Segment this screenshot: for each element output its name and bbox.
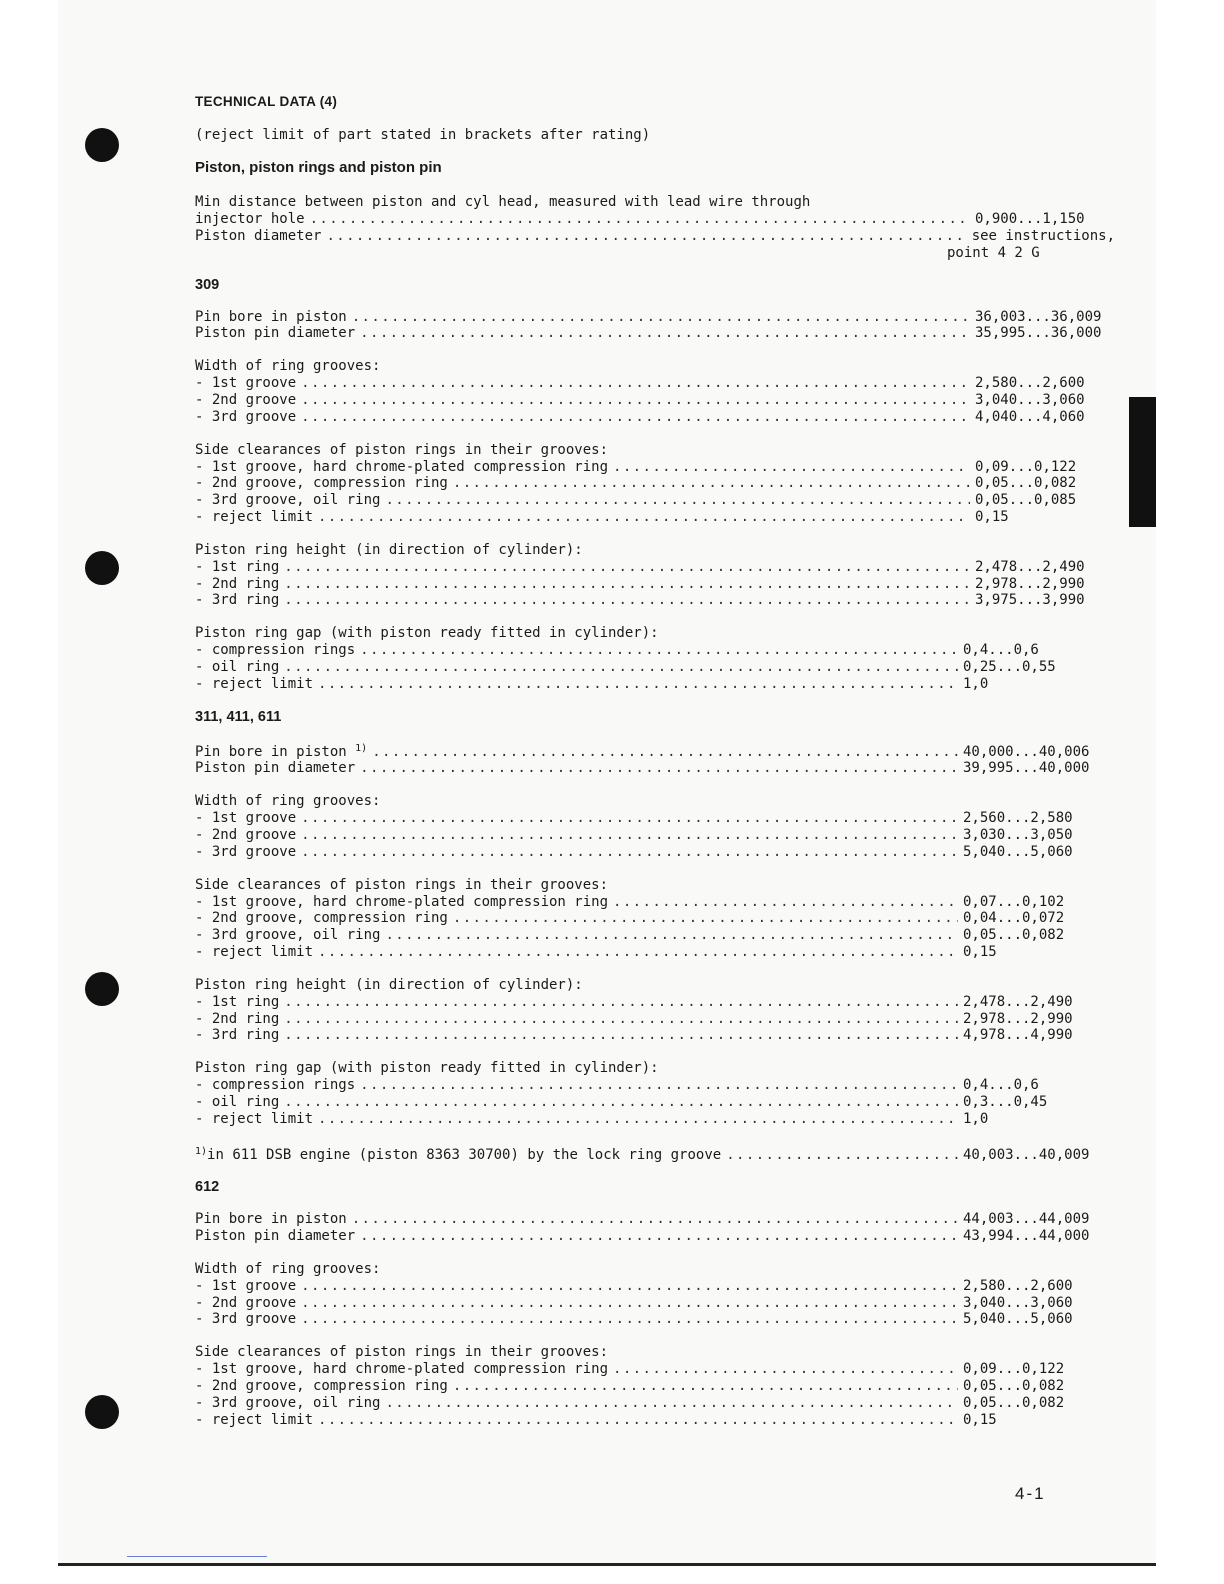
footnote-row (195, 1144, 1115, 1164)
spec-row (195, 1111, 1115, 1128)
leader-dots (385, 927, 958, 944)
leader-dots (372, 744, 958, 761)
spec-row (195, 1361, 1115, 1378)
footnote-marker: 1) (355, 742, 368, 754)
spec-label-text: Pin bore in piston (195, 743, 347, 760)
side-clearance-group (195, 877, 1115, 961)
ring-height-group (195, 542, 1115, 609)
leader-dots (301, 375, 970, 392)
spec-value: 0,25...0,55 (963, 658, 1056, 675)
leader-dots (453, 1378, 958, 1395)
spec-label: - 2nd groove, compression ring (195, 910, 448, 927)
spec-row (195, 1077, 1115, 1094)
spec-value: 36,003...36,009 (975, 308, 1102, 325)
footnote-text: in 611 DSB engine (piston 8363 30700) by the lock ring groove (207, 1146, 722, 1163)
spec-row (195, 1011, 1115, 1028)
spec-label: Pin bore in piston (195, 308, 347, 325)
spec-row (195, 827, 1115, 844)
page-number: 4-1 (1015, 1484, 1046, 1503)
spec-label: Piston pin diameter (195, 325, 356, 342)
spec-value: 4,040...4,060 (975, 408, 1085, 425)
spec-label: - oil ring (195, 1093, 280, 1110)
ring-gap-group (195, 1060, 1115, 1127)
group-heading: Min distance between piston and cyl head, measured with lead wire through (195, 194, 811, 210)
pin-group (195, 1211, 1115, 1245)
spec-label: Piston diameter (195, 227, 322, 244)
ring-gap-group (195, 625, 1115, 692)
spec-value: 2,978...2,990 (963, 1010, 1073, 1027)
spec-value: 2,560...2,580 (963, 810, 1073, 827)
spec-label: injector hole (195, 211, 305, 227)
spec-value: 0,900...1,150 (975, 211, 1085, 227)
spec-value: 0,05...0,082 (975, 475, 1077, 492)
spec-label: - oil ring (195, 658, 280, 675)
spec-row (195, 1094, 1115, 1111)
leader-dots (352, 1211, 958, 1228)
group-heading: Width of ring grooves: (195, 793, 381, 810)
spec-row (195, 741, 1115, 761)
spec-row (195, 1311, 1115, 1328)
leader-dots (360, 642, 958, 659)
pin-group (195, 309, 1115, 343)
group-heading: Piston ring height (in direction of cylinder): (195, 541, 583, 558)
spec-value: 0,05...0,082 (963, 1394, 1065, 1411)
spec-label: - 3rd groove, oil ring (195, 492, 381, 509)
spec-label: Piston pin diameter (195, 1228, 356, 1245)
leader-dots (284, 994, 958, 1011)
group-heading: Piston ring gap (with piston ready fitted in cylinder): (195, 1060, 659, 1077)
group-heading: Piston ring gap (with piston ready fitted in cylinder): (195, 625, 659, 642)
spec-row (195, 309, 1115, 326)
spec-label: - 3rd ring (195, 592, 280, 609)
spec-label: - 2nd ring (195, 1010, 280, 1027)
group-heading: Width of ring grooves: (195, 358, 381, 375)
leader-dots (318, 944, 958, 961)
binder-hole-icon (85, 551, 119, 585)
spec-row (195, 475, 1115, 492)
footnote-label (195, 1144, 721, 1164)
spec-value: 2,478...2,490 (975, 558, 1085, 575)
spec-label: - 2nd groove, compression ring (195, 1378, 448, 1395)
leader-dots (284, 576, 970, 593)
spec-label: - 1st groove (195, 1277, 297, 1294)
leader-dots (284, 592, 970, 609)
spec-row (195, 927, 1115, 944)
leader-dots (613, 894, 958, 911)
leader-dots (284, 1094, 958, 1111)
section-subtitle: Piston, piston rings and piston pin (195, 159, 442, 176)
leader-dots (726, 1147, 958, 1164)
spec-value: 3,975...3,990 (975, 592, 1085, 609)
pin-group (195, 741, 1115, 778)
spec-row (195, 810, 1115, 827)
binder-hole-icon (85, 1395, 119, 1429)
leader-dots (360, 1228, 958, 1245)
spec-row (195, 1412, 1115, 1429)
leader-dots (301, 409, 970, 426)
technical-data-content (195, 94, 1115, 1444)
spec-value: 0,4...0,6 (963, 642, 1039, 659)
leader-dots (301, 810, 958, 827)
spec-label: - 1st groove, hard chrome-plated compression ring (195, 1361, 609, 1378)
spec-row (195, 894, 1115, 911)
page-bottom-rule (58, 1563, 1156, 1566)
leader-dots (613, 459, 970, 476)
spec-row (195, 509, 1115, 526)
leader-dots (385, 1395, 958, 1412)
spec-label: - reject limit (195, 508, 314, 525)
leader-dots (360, 1077, 958, 1094)
spec-label: - reject limit (195, 943, 314, 960)
spec-value: 1,0 (963, 675, 989, 692)
ring-grooves-group (195, 1261, 1115, 1328)
spec-label: - 2nd groove, compression ring (195, 475, 448, 492)
spec-value: 3,030...3,050 (963, 826, 1073, 843)
spec-row (195, 1027, 1115, 1044)
spec-row (195, 1395, 1115, 1412)
spec-value: 2,978...2,990 (975, 575, 1085, 592)
leader-dots (301, 827, 958, 844)
spec-row (195, 228, 1115, 245)
leader-dots (318, 1111, 958, 1128)
spec-label: - 1st ring (195, 558, 280, 575)
side-clearance-group (195, 1344, 1115, 1428)
spec-value: 39,995...40,000 (963, 760, 1090, 777)
leader-dots (318, 676, 958, 693)
leader-dots (326, 228, 966, 245)
spec-row (195, 592, 1115, 609)
spec-value: 40,003...40,009 (963, 1146, 1090, 1163)
group-heading: Side clearances of piston rings in their grooves: (195, 441, 609, 458)
spec-row (195, 760, 1115, 777)
group-heading: Piston ring height (in direction of cylinder): (195, 976, 583, 993)
section-heading-612: 612 (195, 1179, 220, 1196)
group-heading: Side clearances of piston rings in their grooves: (195, 1344, 609, 1361)
spec-label: - 3rd groove, oil ring (195, 927, 381, 944)
leader-dots (301, 1278, 958, 1295)
spec-row (195, 1228, 1115, 1245)
spec-label: - reject limit (195, 1411, 314, 1428)
spec-row (195, 559, 1115, 576)
spec-value: 0,09...0,122 (975, 458, 1077, 475)
spec-value: 0,4...0,6 (963, 1077, 1039, 1094)
spec-label: - 1st groove, hard chrome-plated compression ring (195, 893, 609, 910)
section-thumb-tab (1129, 397, 1156, 527)
spec-value: 43,994...44,000 (963, 1228, 1090, 1245)
side-clearance-group (195, 442, 1115, 526)
spec-label: Pin bore in piston (195, 1211, 347, 1228)
ring-grooves-group (195, 793, 1115, 860)
leader-dots (360, 760, 958, 777)
spec-row (195, 944, 1115, 961)
spec-value: 40,000...40,006 (963, 743, 1090, 760)
spec-value: 2,580...2,600 (975, 375, 1085, 392)
leader-dots (284, 659, 958, 676)
leader-dots (301, 1295, 958, 1312)
spec-row (195, 325, 1115, 342)
spec-row (195, 492, 1115, 509)
leader-dots (453, 475, 970, 492)
spec-value: 35,995...36,000 (975, 325, 1102, 342)
spec-row (195, 910, 1115, 927)
spec-label: - 3rd groove (195, 408, 297, 425)
spec-value: 5,040...5,060 (963, 1311, 1073, 1328)
ring-grooves-group (195, 358, 1115, 425)
spec-row (195, 844, 1115, 861)
spec-row (195, 994, 1115, 1011)
leader-dots (318, 1412, 958, 1429)
leader-dots (301, 844, 958, 861)
spec-label: - 1st groove (195, 375, 297, 392)
spec-label: - 2nd groove (195, 1294, 297, 1311)
spec-value: 0,05...0,082 (963, 1378, 1065, 1395)
spec-row (195, 392, 1115, 409)
spec-label (195, 741, 367, 761)
spec-row (195, 676, 1115, 693)
spec-value: 5,040...5,060 (963, 843, 1073, 860)
spec-value: 0,15 (963, 943, 997, 960)
leader-dots (301, 392, 970, 409)
spec-label: - 2nd groove (195, 826, 297, 843)
group-heading: Side clearances of piston rings in their grooves: (195, 876, 609, 893)
spec-row (195, 1278, 1115, 1295)
spec-row (195, 1295, 1115, 1312)
binder-hole-icon (85, 128, 119, 162)
spec-row (195, 1211, 1115, 1228)
spec-label: - reject limit (195, 1110, 314, 1127)
spec-value: 44,003...44,009 (963, 1211, 1090, 1228)
spec-value: 1,0 (963, 1110, 989, 1127)
leader-dots (284, 559, 970, 576)
leader-dots (613, 1361, 958, 1378)
spec-value: 0,3...0,45 (963, 1093, 1048, 1110)
spec-row (195, 659, 1115, 676)
section-heading-311-411-611: 311, 411, 611 (195, 708, 282, 725)
spec-label: - 1st ring (195, 993, 280, 1010)
spec-value: 3,040...3,060 (963, 1294, 1073, 1311)
spec-label: - compression rings (195, 642, 356, 659)
spec-value: see instructions, (971, 227, 1115, 244)
reject-limit-note: (reject limit of part stated in brackets after rating) (195, 127, 651, 143)
leader-dots (453, 910, 958, 927)
footnote-group (195, 1144, 1115, 1164)
spec-label: - 1st groove (195, 810, 297, 827)
spec-label: - 1st groove, hard chrome-plated compression ring (195, 458, 609, 475)
leader-dots (310, 211, 970, 228)
spec-value: 0,05...0,085 (975, 492, 1077, 509)
section-heading-309: 309 (195, 276, 220, 293)
spec-value: 0,09...0,122 (963, 1361, 1065, 1378)
scan-artifact-line (127, 1556, 267, 1557)
leader-dots (284, 1027, 958, 1044)
spec-label: - 2nd groove (195, 391, 297, 408)
spec-value: 2,478...2,490 (963, 993, 1073, 1010)
spec-row (195, 409, 1115, 426)
footnote-marker: 1) (195, 1145, 208, 1157)
spec-value: 0,05...0,082 (963, 927, 1065, 944)
spec-label: Piston pin diameter (195, 760, 356, 777)
spec-value: 4,978...4,990 (963, 1027, 1073, 1044)
spec-row (195, 459, 1115, 476)
ring-height-group (195, 977, 1115, 1044)
spec-row (195, 211, 1115, 228)
leader-dots (301, 1311, 958, 1328)
spec-row (195, 576, 1115, 593)
spec-row (195, 375, 1115, 392)
spec-value: 0,04...0,072 (963, 910, 1065, 927)
leader-dots (360, 325, 970, 342)
spec-value: 0,15 (975, 508, 1009, 525)
spec-row (195, 1378, 1115, 1395)
spec-value: 2,580...2,600 (963, 1277, 1073, 1294)
spec-label: - 2nd ring (195, 575, 280, 592)
spec-row (195, 642, 1115, 659)
spec-value: 0,07...0,102 (963, 893, 1065, 910)
leader-dots (318, 509, 970, 526)
spec-value: 3,040...3,060 (975, 391, 1085, 408)
spec-label: - compression rings (195, 1077, 356, 1094)
spec-label: - reject limit (195, 675, 314, 692)
leader-dots (385, 492, 970, 509)
group-heading: Width of ring grooves: (195, 1260, 381, 1277)
min-distance-group (195, 194, 1115, 261)
page-title: TECHNICAL DATA (4) (195, 94, 338, 109)
leader-dots (284, 1011, 958, 1028)
spec-label: - 3rd groove (195, 843, 297, 860)
spec-label: - 3rd groove (195, 1311, 297, 1328)
spec-label: - 3rd ring (195, 1027, 280, 1044)
binder-hole-icon (85, 972, 119, 1006)
spec-value: 0,15 (963, 1411, 997, 1428)
spec-value-continued: point 4 2 G (947, 244, 1040, 261)
leader-dots (352, 309, 970, 326)
spec-label: - 3rd groove, oil ring (195, 1394, 381, 1411)
